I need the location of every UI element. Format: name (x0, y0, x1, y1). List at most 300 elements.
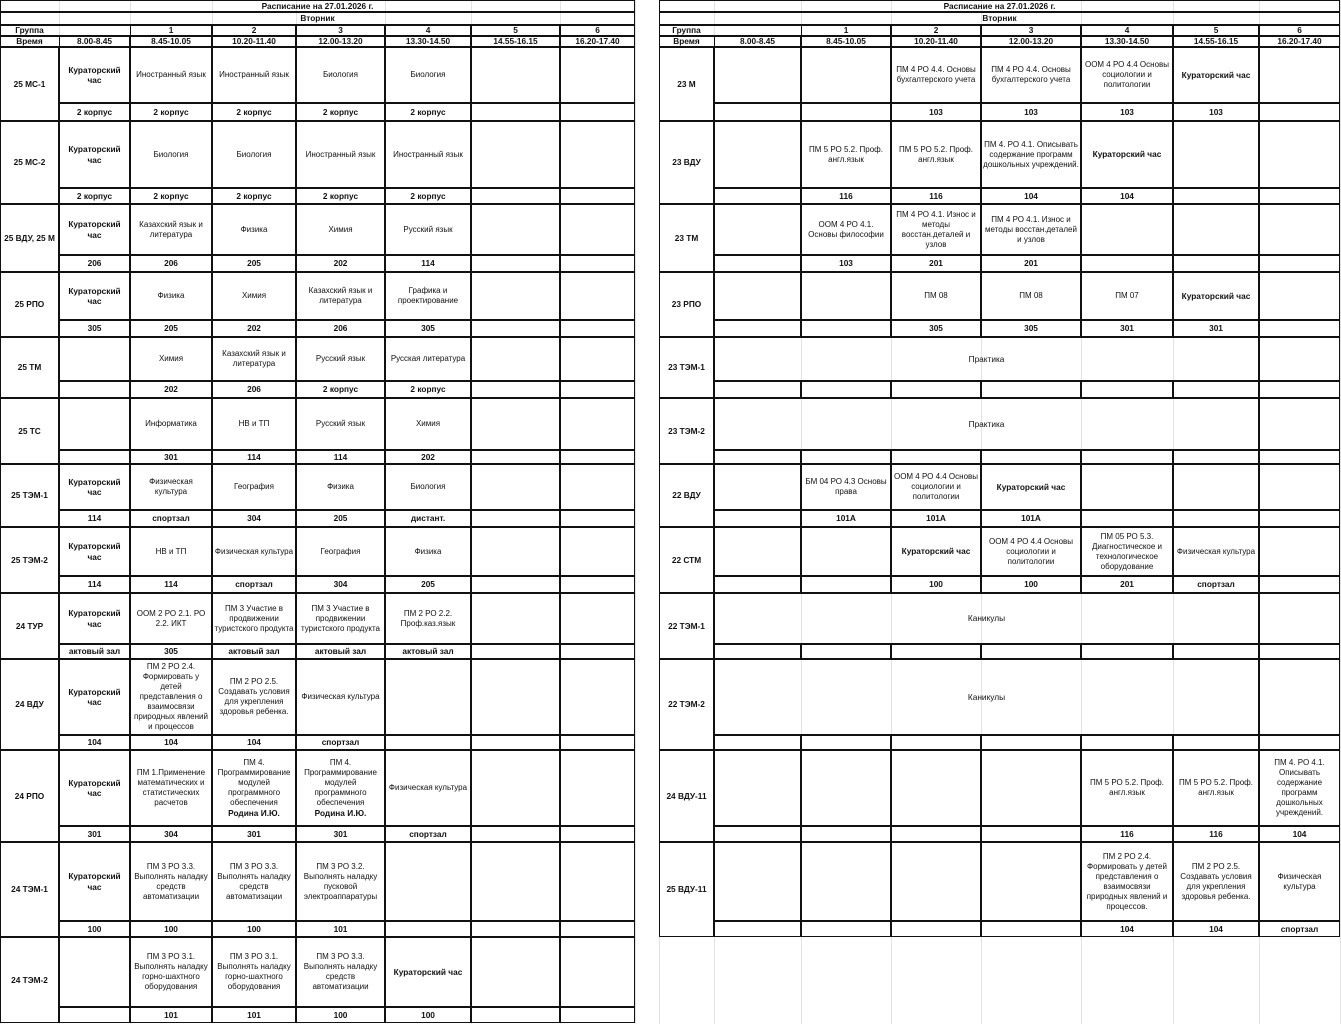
lesson (891, 272, 981, 320)
room-cell (981, 450, 1081, 464)
lesson-text: ПМ 4 РО 4.1. Износ и методы восстан.деталей и узлов (985, 214, 1077, 244)
room-number-text: 305 (164, 646, 178, 657)
lesson-text: ПМ 5 РО 5.2. Проф. англ.язык (809, 144, 883, 164)
room-number-text: 101 (247, 1009, 261, 1020)
room-cell (560, 510, 635, 527)
group-name-cell (0, 527, 59, 593)
group-name-text: 22 ВДУ (672, 490, 701, 501)
room-number-text: дистант. (410, 513, 446, 524)
room-number (212, 644, 296, 659)
room-cell (560, 255, 635, 272)
lesson-cell (560, 464, 635, 510)
lesson-cell (471, 398, 560, 450)
lesson-cell (59, 337, 130, 381)
lesson (130, 593, 212, 644)
lesson (1173, 842, 1259, 921)
lesson-cell (471, 47, 560, 103)
lesson-cell (714, 842, 801, 921)
room-number (296, 644, 385, 659)
room-number (1081, 576, 1173, 593)
room-cell (471, 921, 560, 937)
group-name-text: 24 РПО (14, 790, 45, 801)
group-name-text: 23 ТЭМ-1 (668, 362, 705, 373)
lesson-text: Русский язык (315, 354, 366, 363)
schedule-sheet-right (659, 0, 1341, 1024)
group-name-cell (0, 464, 59, 527)
room-number (385, 576, 471, 593)
lesson-cell (801, 47, 891, 103)
lesson-text: ПМ 2 РО 2.2. Проф.каз.язык (400, 608, 456, 628)
lesson-cell (471, 121, 560, 188)
lesson-cell (560, 272, 635, 320)
lesson-text: ПМ 4. Программирование модулей программного обеспечения (217, 757, 291, 807)
pair-number-1-text: 1 (168, 25, 174, 36)
group-name-text: 25 ТМ (17, 362, 42, 373)
room-number-text: 2 корпус (322, 384, 359, 395)
room-cell (560, 103, 635, 121)
lesson (59, 464, 130, 510)
room-cell (714, 381, 801, 398)
pair-number-3 (296, 25, 385, 36)
lesson (385, 593, 471, 644)
time-slot-1 (801, 36, 891, 47)
room-cell (1259, 188, 1340, 204)
pair-number-5-text: 5 (513, 25, 518, 36)
room-number-text: 205 (164, 323, 178, 334)
room-number-text: 301 (164, 451, 178, 462)
teacher-name: Родина И.Ю. (228, 807, 280, 818)
lesson-cell (1259, 398, 1340, 450)
room-number-text: 116 (929, 190, 943, 201)
room-number-text: спортзал (152, 513, 190, 524)
room-number (212, 576, 296, 593)
merged-activity (714, 337, 1259, 381)
lesson-text: ПМ 5 РО 5.2. Проф. англ.язык (899, 144, 973, 164)
lesson (801, 204, 891, 255)
room-cell (471, 320, 560, 337)
room-cell (1173, 510, 1259, 527)
room-number-text: спортзал (409, 828, 447, 839)
room-number (130, 188, 212, 204)
room-number-text: 206 (333, 323, 348, 334)
room-cell (714, 103, 801, 121)
lesson-cell (714, 204, 801, 255)
room-cell (1259, 103, 1340, 121)
room-cell (801, 826, 891, 842)
group-name-cell (659, 593, 714, 659)
lesson-text: Биология (153, 149, 189, 159)
room-number-text: 104 (1209, 923, 1223, 934)
time-slot-5 (471, 36, 560, 47)
day-label (0, 12, 635, 25)
lesson (891, 464, 981, 510)
room-number-text: 205 (247, 258, 261, 269)
room-cell (1173, 644, 1259, 659)
lesson-cell (471, 337, 560, 381)
lesson-text: Кураторский час (1181, 290, 1251, 301)
lesson (1081, 272, 1173, 320)
room-cell (560, 381, 635, 398)
room-number (891, 255, 981, 272)
room-number-text: 301 (247, 828, 261, 839)
lesson-text: ПМ 3 Участие в продвижении туристского продукта (301, 603, 380, 633)
room-cell (1173, 188, 1259, 204)
lesson (385, 204, 471, 255)
day-label (659, 12, 1340, 25)
lesson (1173, 272, 1259, 320)
room-cell (471, 103, 560, 121)
lesson-cell (1259, 593, 1340, 644)
lesson-text: Кураторский час (68, 686, 121, 707)
lesson-text: ПМ 1.Применение математических и статистических расчетов (136, 768, 206, 807)
group-name-cell (0, 937, 59, 1023)
group-name-cell (659, 464, 714, 527)
room-cell (59, 450, 130, 464)
lesson-cell (560, 337, 635, 381)
time-slot-5-text: 14.55-16.15 (493, 36, 538, 47)
room-number-text: 104 (87, 737, 102, 748)
group-name-text: 24 ВДУ-11 (666, 790, 707, 801)
lesson (385, 750, 471, 826)
pair-number-4 (385, 25, 471, 36)
group-name-cell (0, 47, 59, 121)
room-cell (560, 921, 635, 937)
room-number (1081, 921, 1173, 937)
room-number-text: 101 (333, 923, 348, 934)
room-cell (1173, 381, 1259, 398)
lesson (296, 204, 385, 255)
room-cell (801, 381, 891, 398)
time-slot-0 (714, 36, 801, 47)
lesson (801, 464, 891, 510)
group-name-text: 23 ВДУ (672, 157, 701, 168)
group-name-text: 24 ТЭМ-2 (11, 974, 48, 985)
time-slot-6 (1259, 36, 1340, 47)
room-number-text: 304 (164, 828, 178, 839)
room-number-text: 201 (1120, 579, 1134, 590)
room-number (130, 644, 212, 659)
lesson (296, 659, 385, 735)
group-name-cell (0, 593, 59, 659)
lesson-text: Кураторский час (68, 476, 121, 497)
time-slot-1-text: 8.45-10.05 (826, 36, 866, 47)
lesson-cell (59, 398, 130, 450)
lesson-text: ПМ 4. РО 4.1. Описывать содержание программ дошкольных учреждений. (983, 139, 1079, 169)
room-number (212, 1007, 296, 1023)
room-number (1081, 826, 1173, 842)
room-number-text: 116 (1120, 828, 1134, 839)
time-slot-5 (1173, 36, 1259, 47)
group-name-cell (659, 842, 714, 937)
room-cell (560, 644, 635, 659)
lesson-cell (560, 398, 635, 450)
lesson-text: ПМ 08 (1019, 291, 1043, 300)
lesson-cell (1173, 464, 1259, 510)
lesson (981, 121, 1081, 188)
lesson (296, 398, 385, 450)
group-header (0, 25, 59, 36)
room-number (212, 921, 296, 937)
group-name-text: 25 РПО (14, 299, 45, 310)
lesson (1081, 527, 1173, 576)
room-number (891, 320, 981, 337)
room-number-text: 114 (87, 513, 102, 524)
room-cell (714, 320, 801, 337)
room-number-text: 104 (1024, 190, 1038, 201)
room-number (801, 255, 891, 272)
room-cell (981, 381, 1081, 398)
lesson-text: ПМ 3 РО 3.2. Выполнять наладку пусковой электроаппаратуры (303, 861, 378, 901)
room-cell (471, 735, 560, 750)
lesson (981, 272, 1081, 320)
room-cell (1259, 320, 1340, 337)
lesson (130, 47, 212, 103)
group-name-cell (659, 750, 714, 842)
lesson-text: НВ и ТП (238, 419, 270, 428)
lesson (212, 659, 296, 735)
merged-activity-text: Практика (968, 353, 1005, 364)
group-name-text: 25 МС-1 (13, 78, 46, 89)
lesson (130, 337, 212, 381)
room-number (981, 320, 1081, 337)
group-name-cell (0, 659, 59, 750)
group-name-cell (0, 750, 59, 842)
group-name-text: 23 М (677, 78, 696, 89)
lesson-cell (560, 204, 635, 255)
room-cell (471, 826, 560, 842)
room-number (385, 188, 471, 204)
lesson-text: ПМ 08 (924, 291, 948, 300)
room-number-text: спортзал (1197, 579, 1235, 590)
pair-number-2 (212, 25, 296, 36)
room-number-text: 201 (1024, 258, 1038, 269)
room-number (212, 188, 296, 204)
lesson (296, 121, 385, 188)
group-name-cell (0, 398, 59, 464)
lesson-text: Физическая культура (214, 546, 294, 556)
room-number (385, 255, 471, 272)
lesson-text: Иностранный язык (136, 70, 206, 79)
room-number (59, 320, 130, 337)
lesson (981, 464, 1081, 510)
lesson-text: Иностранный язык (219, 70, 289, 79)
group-name-text: 25 ТС (18, 425, 41, 436)
room-number (296, 576, 385, 593)
lesson-text: ПМ 4 РО 4.4. Основы бухгалтерского учета (896, 65, 976, 84)
lesson-text: Химия (328, 224, 353, 234)
room-cell (981, 644, 1081, 659)
lesson-cell (560, 750, 635, 826)
room-number-text: 114 (87, 579, 102, 590)
group-name-cell (659, 398, 714, 464)
room-cell (801, 450, 891, 464)
room-number-text: актовый зал (314, 646, 367, 657)
room-number-text: 2 корпус (322, 190, 359, 201)
room-number-text: 2 корпус (236, 106, 272, 117)
room-cell (801, 320, 891, 337)
lesson-text: ООМ 4 РО 4.4 Основы социологии и политологии (1084, 60, 1170, 89)
room-number (296, 826, 385, 842)
group-name-cell (659, 337, 714, 398)
room-cell (385, 921, 471, 937)
group-name-cell (0, 337, 59, 398)
room-number-text: 104 (1120, 923, 1134, 934)
room-cell (801, 576, 891, 593)
room-cell (714, 826, 801, 842)
lesson-cell (1259, 121, 1340, 188)
lesson (296, 937, 385, 1007)
lesson-text: ООМ 4 РО 4.4 Основы социологии и политологии (893, 472, 979, 501)
lesson-cell (714, 47, 801, 103)
lesson (212, 593, 296, 644)
lesson-cell (801, 750, 891, 826)
room-number (1173, 826, 1259, 842)
room-number (130, 255, 212, 272)
room-number (385, 320, 471, 337)
room-cell (891, 735, 981, 750)
room-number-text: 205 (421, 579, 435, 590)
pair-number-6 (560, 25, 635, 36)
lesson-text: ПМ 2 РО 2.5. Создавать условия для укрепления здоровья ребенка. (218, 677, 290, 716)
lesson-text: Биология (410, 70, 446, 79)
lesson (296, 337, 385, 381)
room-number-text: спортзал (235, 579, 273, 590)
room-cell (714, 188, 801, 204)
room-number-text: 2 корпус (322, 106, 359, 117)
lesson (212, 47, 296, 103)
room-number-text: 305 (929, 323, 943, 334)
lesson (59, 593, 130, 644)
lesson-cell (981, 750, 1081, 826)
lesson-text: Русский язык (403, 224, 453, 234)
group-name-text: 25 ВДУ, 25 М (4, 232, 55, 243)
lesson (212, 121, 296, 188)
lesson (59, 659, 130, 735)
lesson-text: Иностранный язык (393, 149, 463, 159)
room-cell (471, 510, 560, 527)
lesson-text: Химия (241, 291, 267, 300)
time-header-text: Время (673, 36, 700, 47)
room-cell (714, 644, 801, 659)
room-number (130, 921, 212, 937)
merged-activity-text: Каникулы (967, 691, 1006, 702)
group-header-text: Группа (672, 25, 701, 36)
lesson-text: Кураторский час (68, 64, 121, 85)
room-number-text: 104 (1292, 828, 1307, 839)
lesson-text: Биология (236, 149, 272, 159)
lesson-cell (714, 464, 801, 510)
lesson-text: Кураторский час (393, 966, 463, 977)
room-number-text: 305 (87, 323, 102, 334)
room-cell (560, 576, 635, 593)
lesson (130, 659, 212, 735)
room-number-text: 101А (836, 513, 856, 524)
lesson-text: ПМ 4 РО 4.1. Износ и методы восстан.деталей и узлов (896, 209, 976, 249)
time-slot-2 (891, 36, 981, 47)
room-number (981, 188, 1081, 204)
room-cell (1259, 576, 1340, 593)
room-number (59, 644, 130, 659)
lesson-cell (891, 750, 981, 826)
room-number-text: актовый зал (228, 646, 280, 657)
time-slot-3 (981, 36, 1081, 47)
room-cell (1081, 381, 1173, 398)
lesson-cell (1259, 204, 1340, 255)
lesson-cell (801, 842, 891, 921)
lesson-text: Физика (327, 482, 354, 491)
lesson-text: Кураторский час (68, 285, 121, 306)
lesson-text: ПМ 2 РО 2.5. Создавать условия для укрепления здоровья ребенка. (1180, 861, 1252, 901)
lesson-cell (801, 272, 891, 320)
lesson-cell (385, 659, 471, 735)
room-number-text: 114 (421, 258, 435, 269)
lesson-text: ПМ 07 (1115, 291, 1139, 300)
time-header (659, 36, 714, 47)
lesson (1173, 527, 1259, 576)
room-number (296, 381, 385, 398)
room-number (130, 381, 212, 398)
lesson (59, 842, 130, 921)
lesson-text: Казахский язык и литература (222, 349, 286, 368)
lesson-text: Химия (415, 419, 441, 428)
room-number (296, 921, 385, 937)
room-number-text: 100 (421, 1009, 435, 1020)
room-cell (981, 921, 1081, 937)
group-name-text: 24 ТЭМ-1 (11, 884, 48, 895)
time-header (0, 36, 59, 47)
schedule-title-text: Расписание на 27.01.2026 г. (943, 0, 1056, 11)
room-number (130, 320, 212, 337)
lesson (212, 527, 296, 576)
lesson (212, 750, 296, 826)
room-number (385, 826, 471, 842)
room-number-text: 103 (929, 106, 943, 117)
room-number-text: 103 (839, 258, 853, 269)
room-number-text: 301 (1120, 323, 1134, 334)
room-number-text: 2 корпус (410, 106, 446, 117)
time-slot-3 (296, 36, 385, 47)
lesson-cell (714, 527, 801, 576)
lesson (801, 121, 891, 188)
group-name-text: 24 ТУР (15, 620, 44, 631)
pair-number-3-text: 3 (1028, 25, 1034, 36)
room-cell (801, 735, 891, 750)
grid-line (635, 0, 636, 1024)
room-number (1173, 576, 1259, 593)
pair-number-1 (801, 25, 891, 36)
lesson-text: ПМ 3 РО 3.3. Выполнять наладку средств автоматизации (134, 861, 208, 901)
lesson-text: ПМ 5 РО 5.2. Проф. англ.язык (1179, 778, 1253, 797)
lesson-text: ПМ 5 РО 5.2. Проф. англ.язык (1090, 778, 1164, 797)
lesson-text: ПМ 3 РО 3.3. Выполнять наладку средств автоматизации (217, 861, 291, 901)
room-number (801, 188, 891, 204)
room-cell (1259, 644, 1340, 659)
room-cell (891, 921, 981, 937)
lesson (1173, 750, 1259, 826)
lesson-text: Кураторский час (68, 541, 121, 562)
room-number (1173, 320, 1259, 337)
lesson-text: ПМ 3 РО 3.1. Выполнять наладку горно-шахтного оборудования (134, 952, 208, 991)
lesson-cell (471, 593, 560, 644)
room-cell (714, 921, 801, 937)
merged-activity-text: Практика (968, 418, 1005, 429)
lesson-text: География (320, 546, 361, 556)
room-number (296, 255, 385, 272)
lesson-text: Информатика (145, 419, 197, 428)
group-name-cell (659, 121, 714, 204)
room-number-text: 100 (1024, 579, 1038, 590)
room-cell (1259, 381, 1340, 398)
